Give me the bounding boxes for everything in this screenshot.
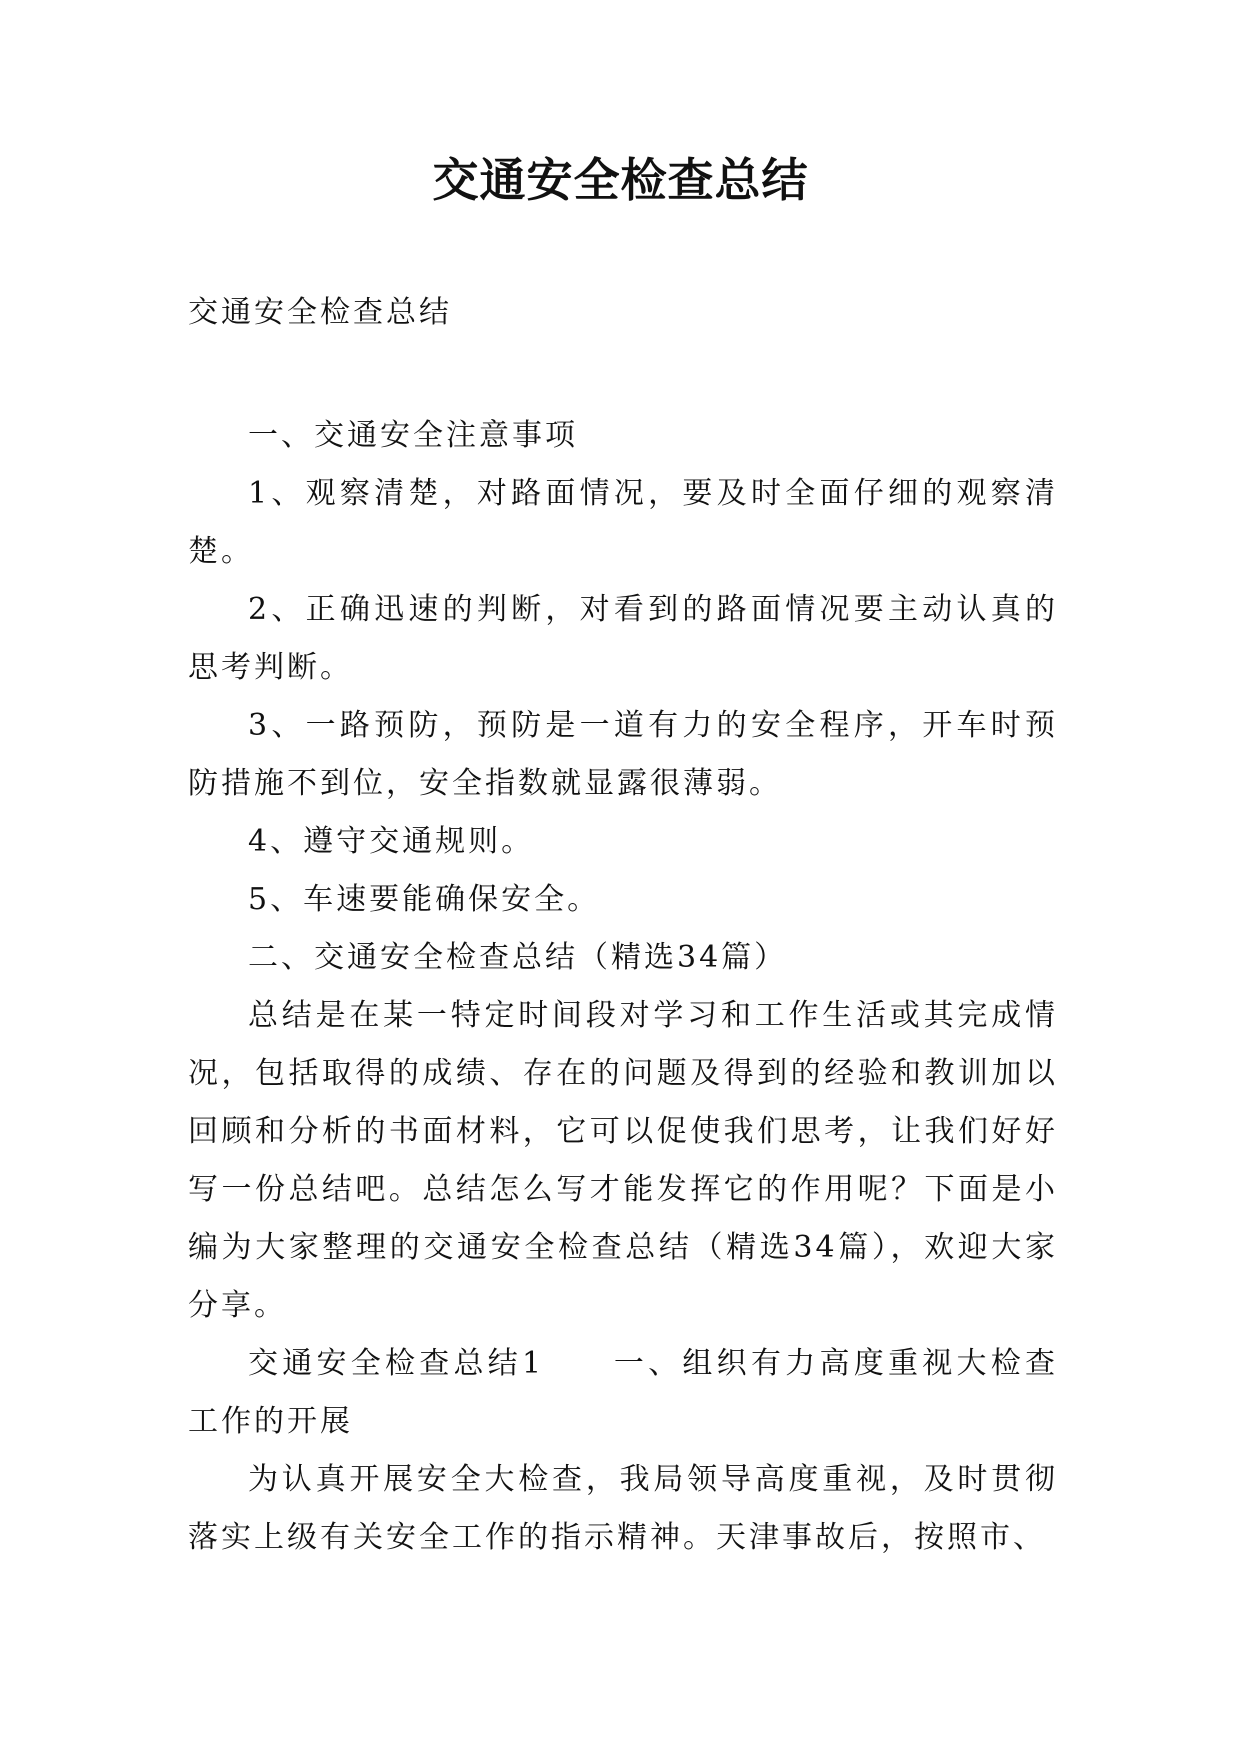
paragraph: 二、交通安全检查总结（精选34篇） bbox=[248, 940, 788, 975]
document-subtitle: 交通安全检查总结 bbox=[188, 295, 452, 330]
paragraph: 1、观察清楚，对路面情况，要及时全面仔细的观察清楚。 bbox=[188, 476, 1058, 569]
document-title: 交通安全检查总结 bbox=[432, 153, 809, 207]
paragraph: 3、一路预防，预防是一道有力的安全程序，开车时预防措施不到位，安全指数就显露很薄弱。 bbox=[188, 708, 1058, 801]
paragraph: 总结是在某一特定时间段对学习和工作生活或其完成情况，包括取得的成绩、存在的问题及得到的经验和教训加以回顾和分析的书面材料，它可以促使我们思考，让我们好好写一份总结吧。总结怎么写才能发挥它的作用呢？下面是小编为大家整理的交通安全检查总结（精选34篇），欢迎大家分享。 bbox=[188, 998, 1058, 1323]
paragraph: 2、正确迅速的判断，对看到的路面情况要主动认真的思考判断。 bbox=[188, 592, 1058, 685]
paragraph: 为认真开展安全大检查，我局领导高度重视，及时贯彻落实上级有关安全工作的指示精神。天津事故后，按照市、 bbox=[188, 1462, 1058, 1555]
document-body bbox=[188, 407, 1058, 1567]
paragraph: 一、交通安全注意事项 bbox=[248, 418, 578, 453]
paragraph: 交通安全检查总结1 一、组织有力高度重视大检查工作的开展 bbox=[188, 1346, 1058, 1439]
paragraph: 5、车速要能确保安全。 bbox=[248, 882, 601, 917]
paragraph: 4、遵守交通规则。 bbox=[248, 824, 535, 859]
